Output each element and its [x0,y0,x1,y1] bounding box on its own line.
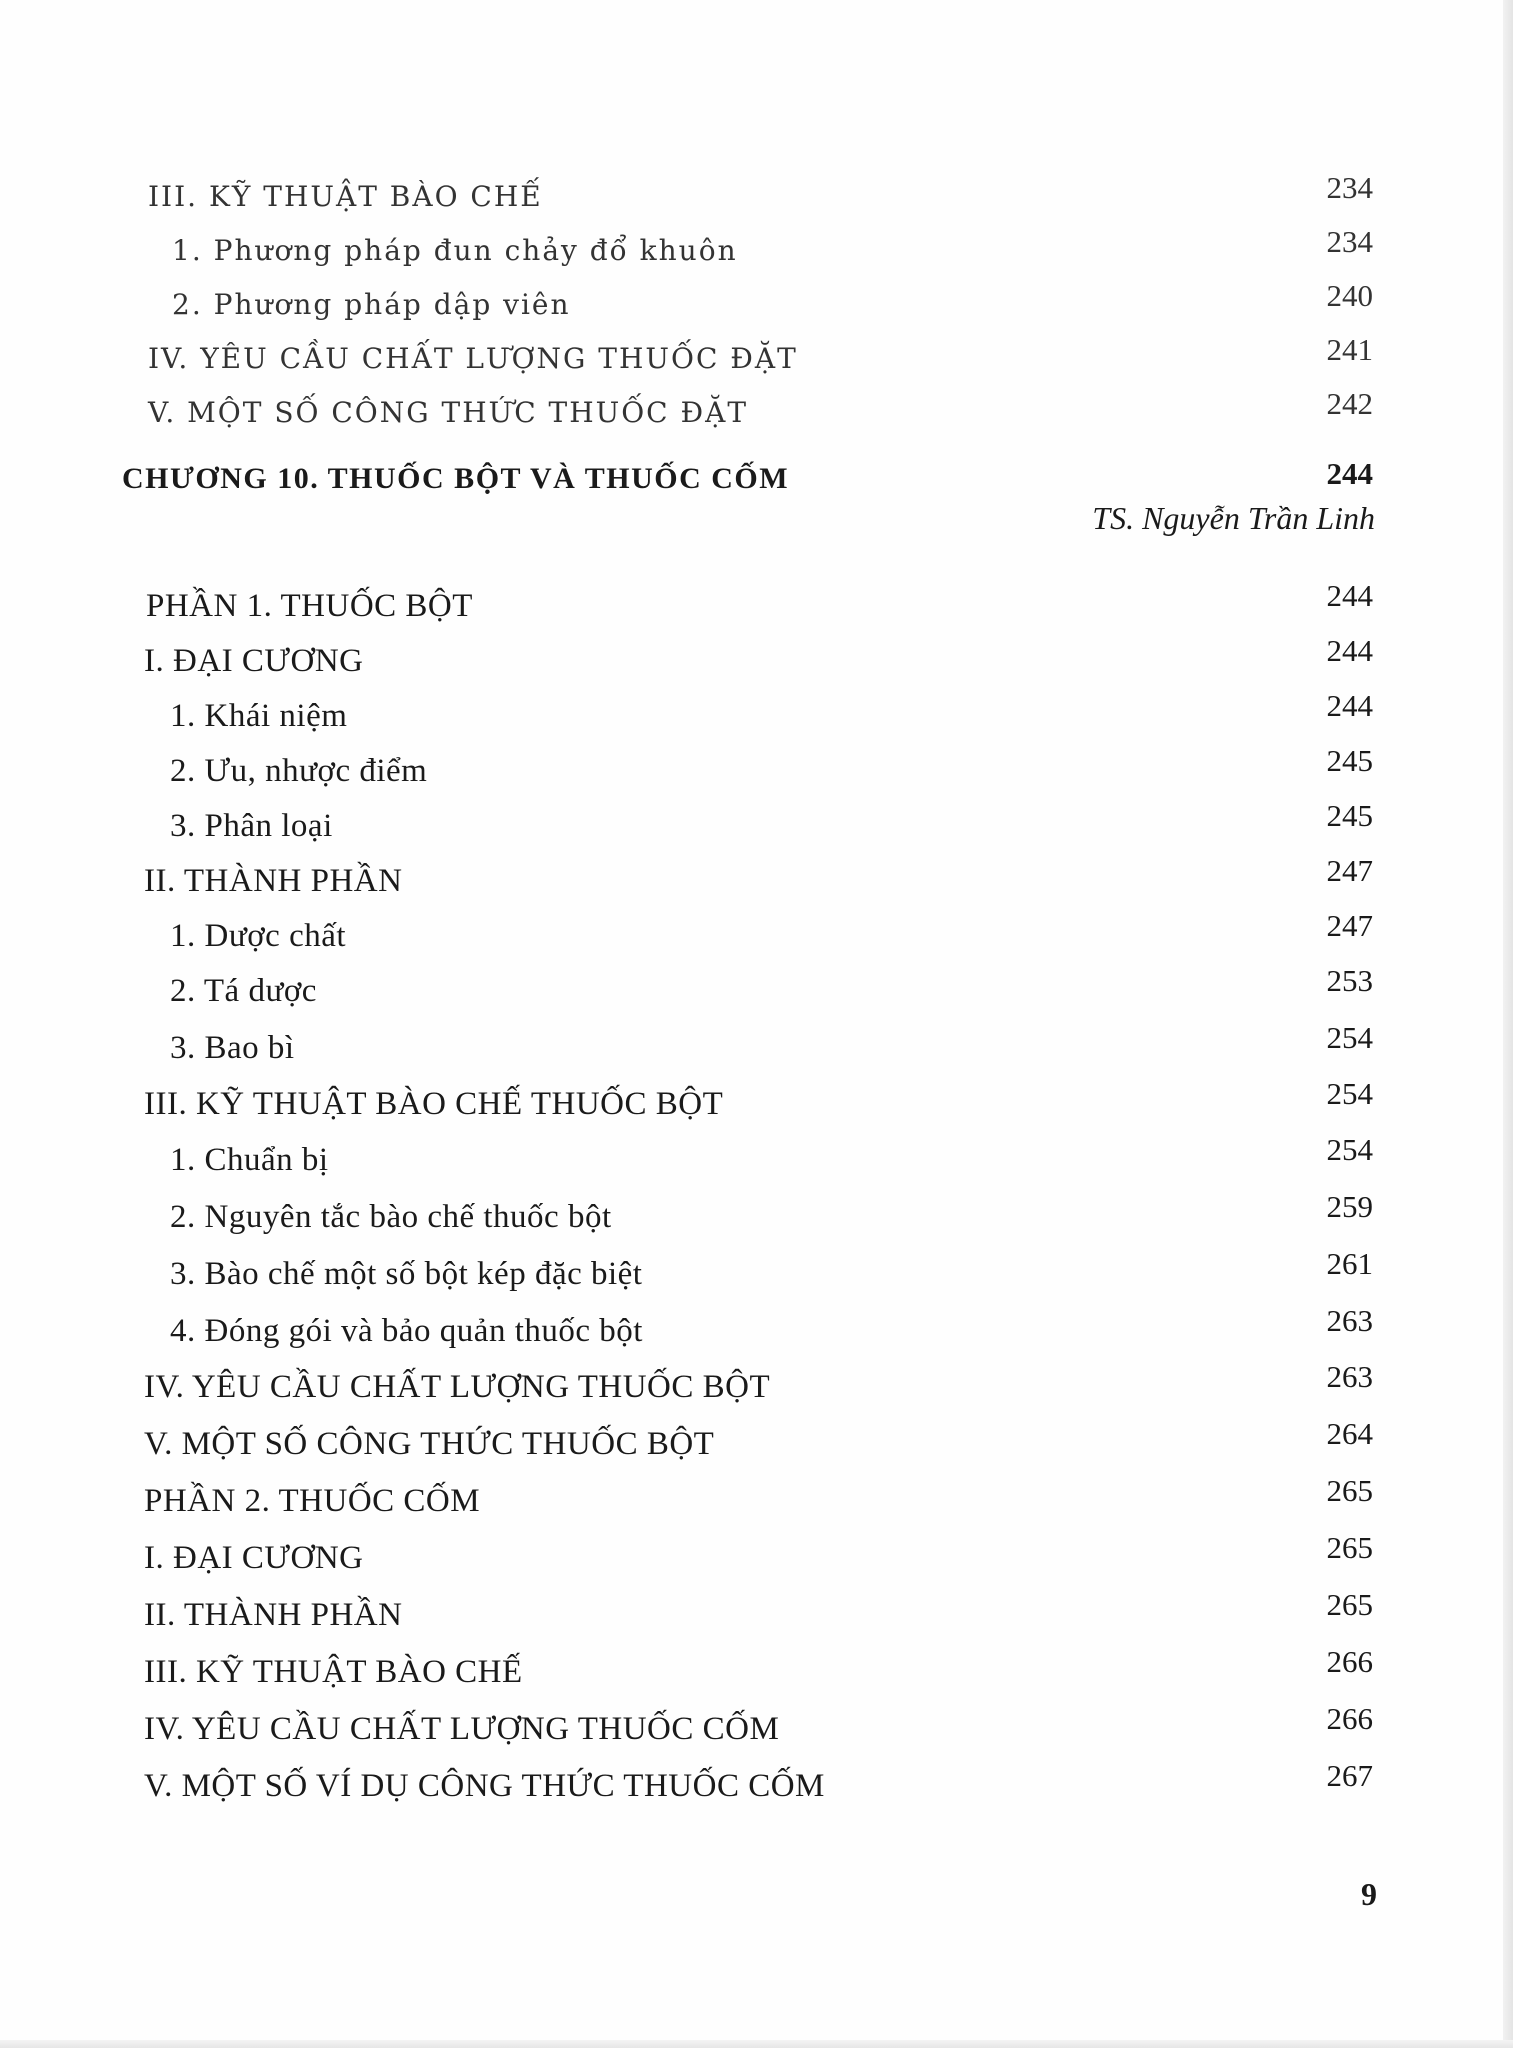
toc-entry [0,578,1513,638]
toc-entry-page: 259 [1326,1189,1373,1224]
toc-entry [0,963,1513,1023]
toc-entry [0,1303,1513,1363]
toc-entry-title: I. ĐẠI CƯƠNG [144,643,364,679]
toc-entry-page: 242 [1326,386,1373,421]
toc-entry-title: V. MỘT SỐ CÔNG THỨC THUỐC BỘT [144,1426,715,1462]
toc-entry [0,1132,1513,1192]
toc-entry [0,386,1513,446]
toc-entry-title: I. ĐẠI CƯƠNG [144,1540,364,1576]
toc-entry-title: 3. Bao bì [170,1030,295,1066]
toc-entry-title: 2. Tá dược [170,973,317,1009]
toc-entry-title: 1. Phương pháp đun chảy đổ khuôn [172,234,738,267]
toc-entry-page: 263 [1326,1359,1373,1394]
toc-entry-page: 253 [1326,963,1373,998]
toc-entry-page: 265 [1326,1587,1373,1622]
toc-entry [0,1246,1513,1306]
toc-entry-title: IV. YÊU CẦU CHẤT LƯỢNG THUỐC CỐM [144,1711,780,1747]
toc-entry-page: 266 [1326,1644,1373,1679]
toc-entry-title: 2. Nguyên tắc bào chế thuốc bột [170,1199,612,1235]
toc-entry [0,688,1513,748]
toc-entry-title: 1. Dược chất [170,918,347,954]
toc-entry-page: 265 [1326,1473,1373,1508]
toc-entry-title: III. KỸ THUẬT BÀO CHẾ [144,1654,523,1690]
toc-entry-title: PHẦN 1. THUỐC BỘT [146,588,473,624]
toc-entry-title: 1. Chuẩn bị [170,1142,329,1178]
toc-entry-page: 241 [1326,332,1373,367]
toc-entry-title: 2. Phương pháp dập viên [172,288,571,321]
toc-entry [0,633,1513,693]
toc-entry [0,224,1513,284]
toc-entry-title: II. THÀNH PHẦN [144,863,403,899]
toc-entry-page: 254 [1326,1020,1373,1055]
toc-entry-title: V. MỘT SỐ VÍ DỤ CÔNG THỨC THUỐC CỐM [144,1768,825,1804]
toc-entry [0,170,1513,230]
toc-entry-title: 2. Ưu, nhược điểm [170,753,428,789]
toc-entry-page: 234 [1326,170,1373,205]
chapter-author: TS. Nguyễn Trần Linh [1092,500,1375,536]
toc-entry [0,908,1513,968]
chapter-page: 244 [1326,456,1373,491]
toc-entry-page: 261 [1326,1246,1373,1281]
chapter-title: CHƯƠNG 10. THUỐC BỘT VÀ THUỐC CỐM [122,462,790,495]
toc-entry [0,1530,1513,1590]
toc-entry-title: III. KỸ THUẬT BÀO CHẾ [148,180,543,213]
toc-entry-page: 254 [1326,1076,1373,1111]
toc-entry-page: 245 [1326,798,1373,833]
toc-entry [0,1587,1513,1647]
toc-entry-page: 245 [1326,743,1373,778]
toc-entry-page: 234 [1326,224,1373,259]
toc-entry-page: 264 [1326,1416,1373,1451]
toc-entry-title: II. THÀNH PHẦN [144,1597,403,1633]
toc-entry [0,1473,1513,1533]
toc-entry-page: 254 [1326,1132,1373,1167]
toc-entry-page: 247 [1326,908,1373,943]
toc-entry-title: 3. Bào chế một số bột kép đặc biệt [170,1256,643,1292]
toc-entry-page: 247 [1326,853,1373,888]
toc-entry-title: IV. YÊU CẦU CHẤT LƯỢNG THUỐC ĐẶT [148,342,798,375]
toc-entry-title: IV. YÊU CẦU CHẤT LƯỢNG THUỐC BỘT [144,1369,771,1405]
toc-entry-title: III. KỸ THUẬT BÀO CHẾ THUỐC BỘT [144,1086,724,1122]
toc-entry [0,1758,1513,1818]
toc-entry-page: 244 [1326,578,1373,613]
page-edge-shadow-bottom [0,2040,1513,2048]
page-number: 9 [1361,1876,1377,1912]
toc-entry [0,1701,1513,1761]
toc-entry-title: 1. Khái niệm [170,698,348,734]
toc-entry-page: 240 [1326,278,1373,313]
toc-entry [0,853,1513,913]
toc-entry [0,1076,1513,1136]
toc-entry-page: 263 [1326,1303,1373,1338]
toc-entry [0,798,1513,858]
toc-entry-page: 244 [1326,633,1373,668]
toc-entry-title: PHẦN 2. THUỐC CỐM [144,1483,481,1519]
toc-entry [0,278,1513,338]
toc-entry-page: 266 [1326,1701,1373,1736]
toc-entry [0,1020,1513,1080]
toc-entry [0,332,1513,392]
toc-entry [0,743,1513,803]
toc-entry-title: V. MỘT SỐ CÔNG THỨC THUỐC ĐẶT [148,396,748,429]
toc-entry-title: 4. Đóng gói và bảo quản thuốc bột [170,1313,643,1349]
toc-entry [0,1644,1513,1704]
toc-entry-page: 244 [1326,688,1373,723]
toc-entry [0,1359,1513,1419]
toc-entry-title: 3. Phân loại [170,808,333,844]
toc-entry [0,1416,1513,1476]
toc-entry-page: 265 [1326,1530,1373,1565]
toc-entry [0,1189,1513,1249]
toc-entry-page: 267 [1326,1758,1373,1793]
